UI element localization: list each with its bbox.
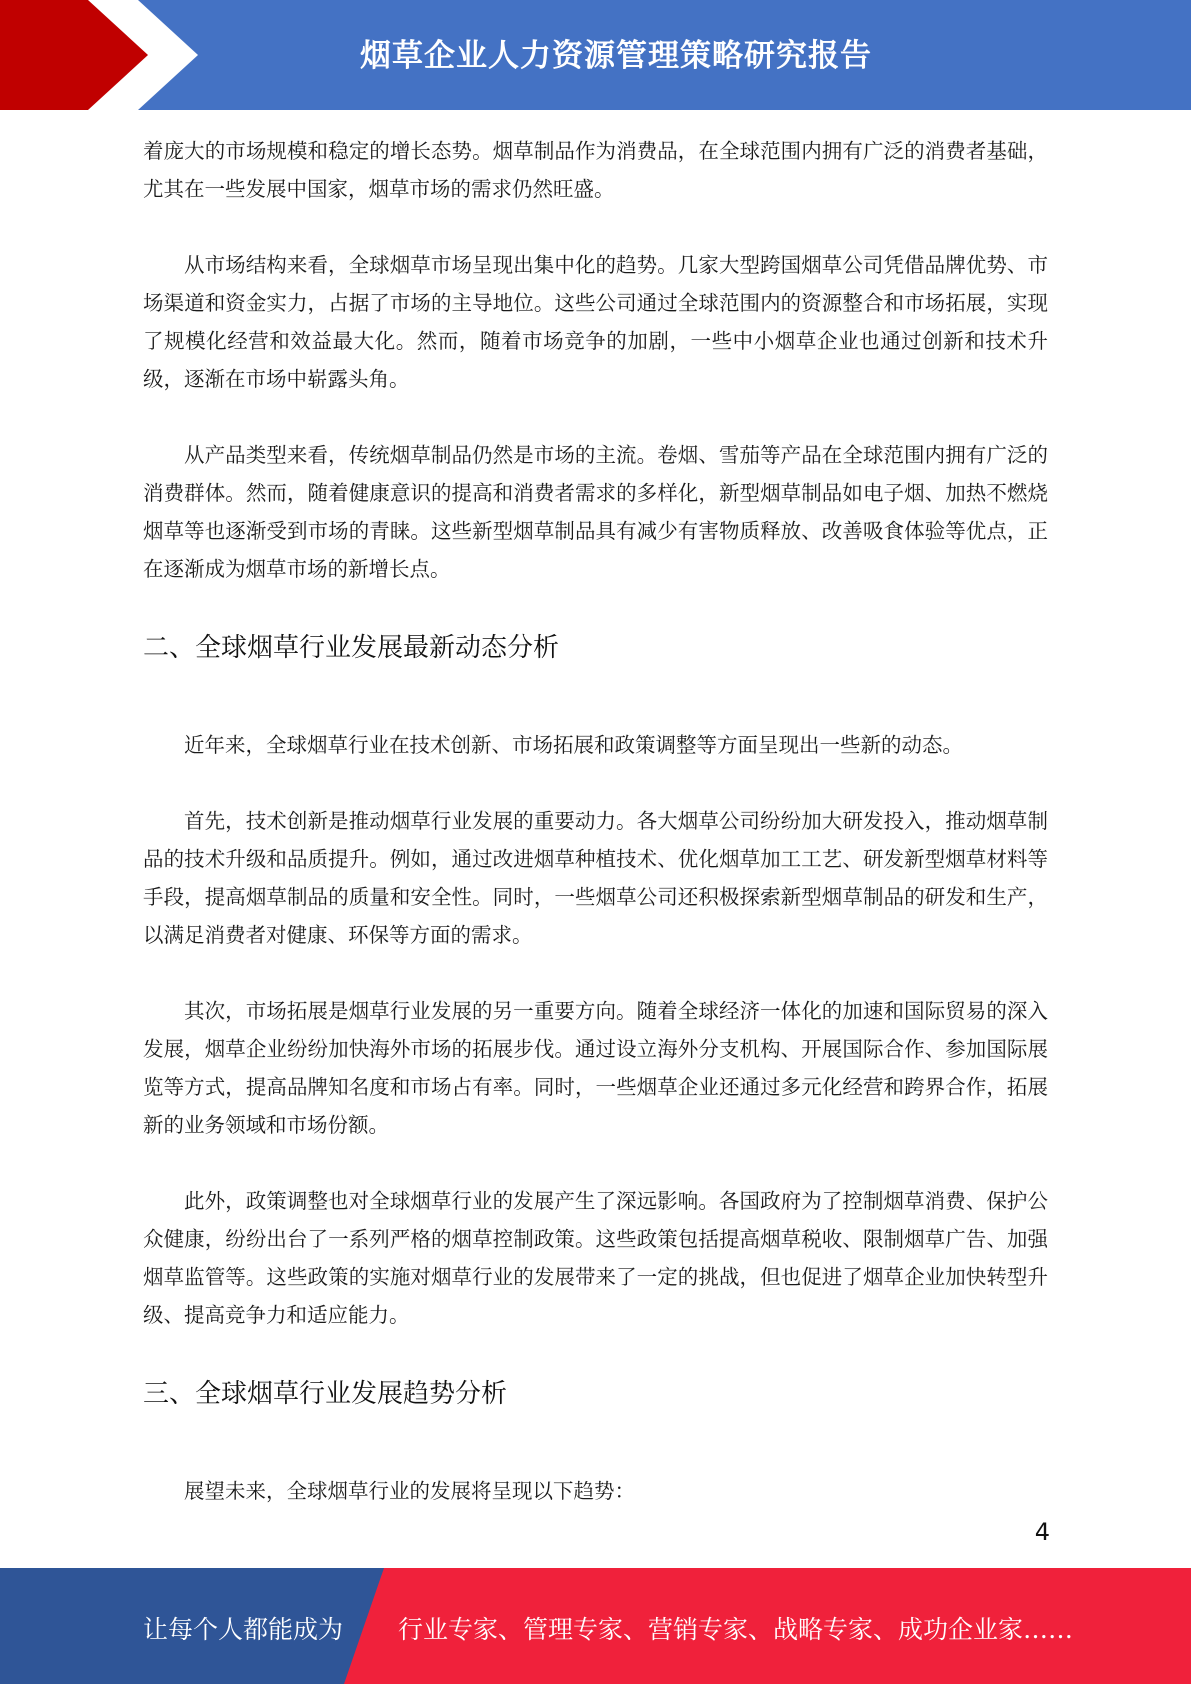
footer-banner bbox=[0, 1568, 1191, 1684]
paragraph-market-expansion: 其次，市场拓展是烟草行业发展的另一重要方向。随着全球经济一体化的加速和国际贸易的深入发展，烟草企业纷纷加快海外市场的拓展步伐。通过设立海外分支机构、开展国际合作、参加国际展览等方式，提高品牌知名度和市场占有率。同时，一些烟草企业还通过多元化经营和跨界合作，拓展新的业务领域和市场份额。 bbox=[143, 999, 1048, 1137]
page-number: 4 bbox=[1034, 1518, 1050, 1546]
paragraph-recent-dynamics: 近年来，全球烟草行业在技术创新、市场拓展和政策调整等方面呈现出一些新的动态。 bbox=[184, 733, 963, 757]
footer-slogan-right: 行业专家、管理专家、营销专家、战略专家、成功企业家…… bbox=[398, 1615, 1074, 1644]
section-heading-latest-dynamics: 二、全球烟草行业发展最新动态分析 bbox=[143, 633, 560, 663]
paragraph-market-scale: 着庞大的市场规模和稳定的增长态势。烟草制品作为消费品，在全球范围内拥有广泛的消费者基础，尤其在一些发展中国家，烟草市场的需求仍然旺盛。 bbox=[143, 139, 1048, 201]
header-banner bbox=[0, 0, 1191, 110]
report-title: 烟草企业人力资源管理策略研究报告 bbox=[360, 38, 872, 74]
section-heading-trends: 三、全球烟草行业发展趋势分析 bbox=[143, 1379, 508, 1409]
paragraph-outlook: 展望未来，全球烟草行业的发展将呈现以下趋势： bbox=[184, 1479, 635, 1503]
paragraph-product-types: 从产品类型来看，传统烟草制品仍然是市场的主流。卷烟、雪茄等产品在全球范围内拥有广泛的消费群体。然而，随着健康意识的提高和消费者需求的多样化，新型烟草制品如电子烟、加热不燃烧烟草等也逐渐受到市场的青睐。这些新型烟草制品具有减少有害物质释放、改善吸食体验等优点，正在逐渐成为烟草市场的新增长点。 bbox=[143, 443, 1048, 581]
document-body bbox=[143, 132, 1048, 1510]
paragraph-market-structure: 从市场结构来看，全球烟草市场呈现出集中化的趋势。几家大型跨国烟草公司凭借品牌优势、市场渠道和资金实力，占据了市场的主导地位。这些公司通过全球范围内的资源整合和市场拓展，实现了规模化经营和效益最大化。然而，随着市场竞争的加剧，一些中小烟草企业也通过创新和技术升级，逐渐在市场中崭露头角。 bbox=[143, 253, 1048, 391]
footer-slogan-left: 让每个人都能成为 bbox=[143, 1615, 344, 1644]
paragraph-policy-adjustment: 此外，政策调整也对全球烟草行业的发展产生了深远影响。各国政府为了控制烟草消费、保护公众健康，纷纷出台了一系列严格的烟草控制政策。这些政策包括提高烟草税收、限制烟草广告、加强烟草监管等。这些政策的实施对烟草行业的发展带来了一定的挑战，但也促进了烟草企业加快转型升级、提高竞争力和适应能力。 bbox=[143, 1189, 1048, 1327]
paragraph-tech-innovation: 首先，技术创新是推动烟草行业发展的重要动力。各大烟草公司纷纷加大研发投入，推动烟草制品的技术升级和品质提升。例如，通过改进烟草种植技术、优化烟草加工工艺、研发新型烟草材料等手段，提高烟草制品的质量和安全性。同时，一些烟草公司还积极探索新型烟草制品的研发和生产，以满足消费者对健康、环保等方面的需求。 bbox=[143, 809, 1048, 947]
